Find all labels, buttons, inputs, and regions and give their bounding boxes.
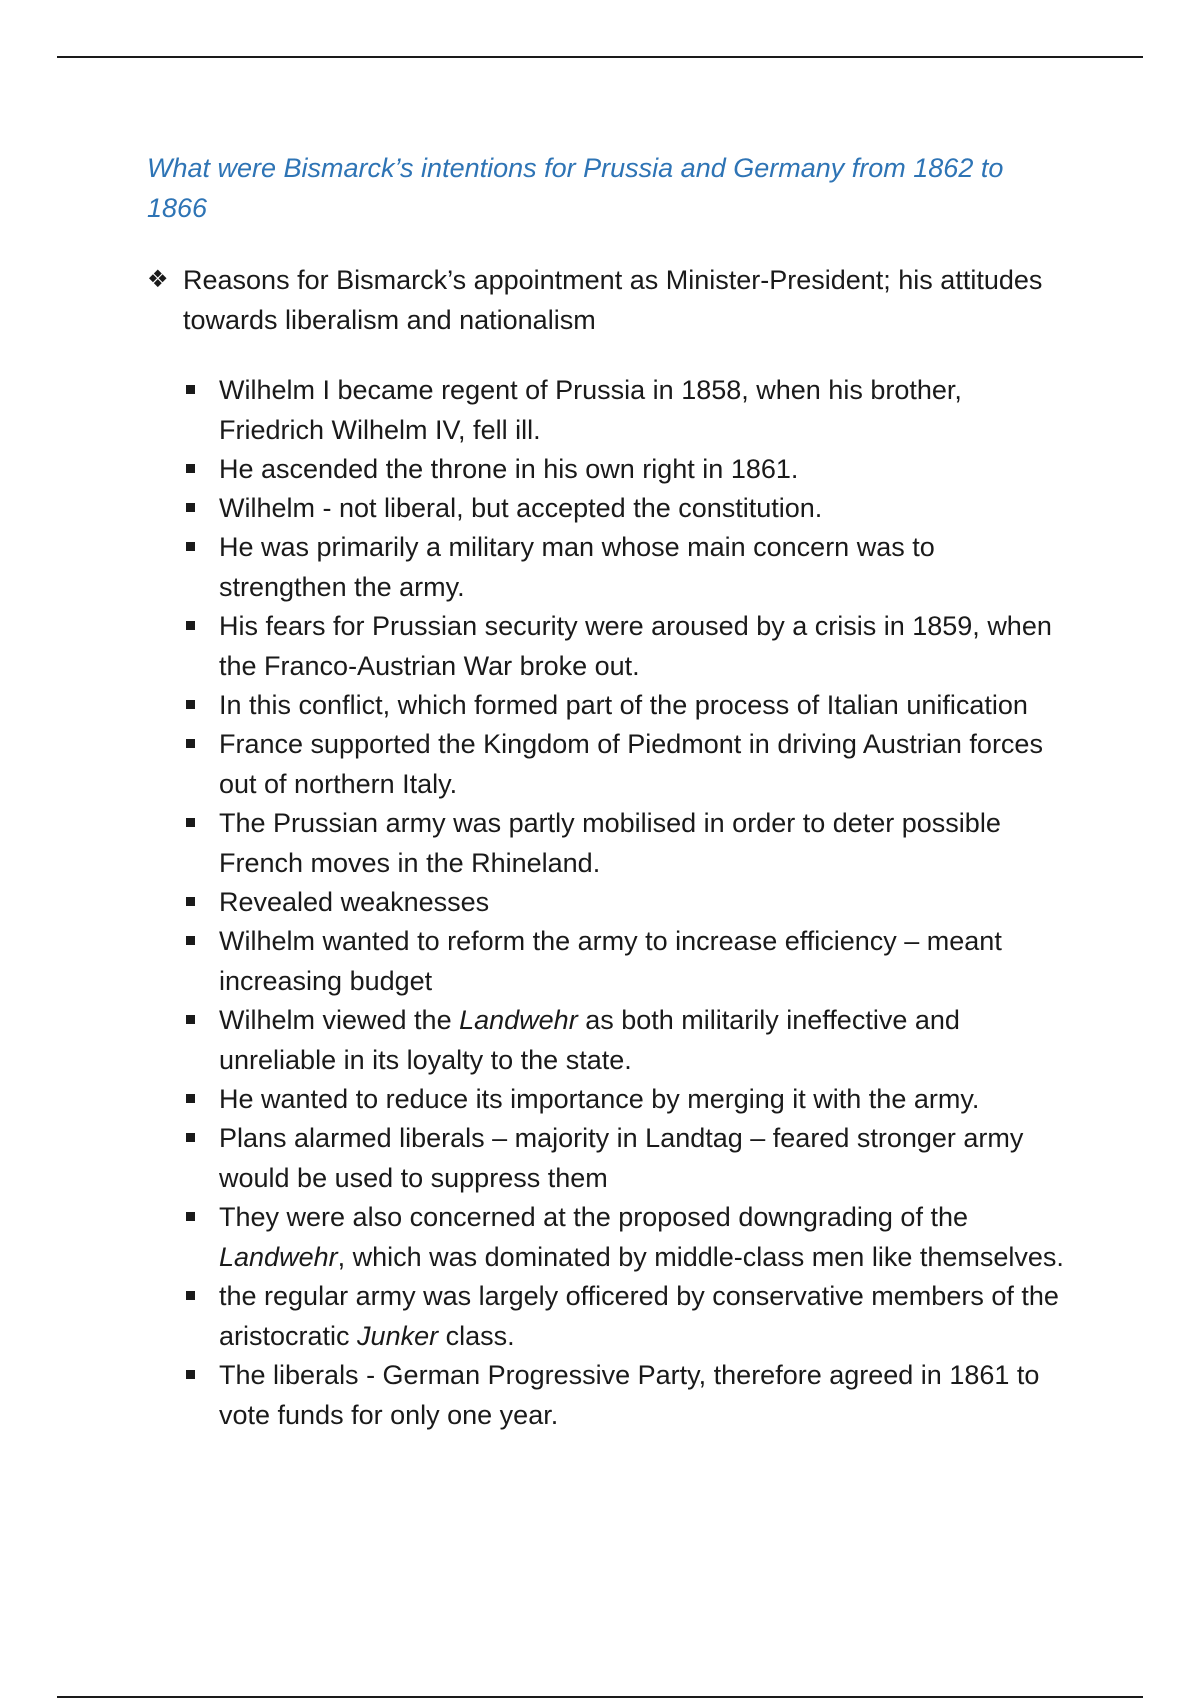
- list-item: [219, 1118, 1067, 1198]
- list-item-text: Plans alarmed liberals – majority in Landtag – feared stronger army would be used to suppress them: [219, 1123, 1024, 1193]
- four-diamond-bullet-icon: ❖: [147, 266, 169, 293]
- square-bullet-icon: [186, 1370, 195, 1379]
- section-heading: [147, 260, 1067, 340]
- list-item-text-start: Wilhelm viewed the: [219, 1005, 460, 1035]
- bullet-list: [147, 370, 1067, 1435]
- square-bullet-icon: [186, 542, 195, 551]
- page-content: [147, 148, 1067, 1434]
- list-item-italic-term: Junker: [357, 1321, 439, 1351]
- list-item: [219, 370, 1067, 450]
- square-bullet-icon: [186, 897, 195, 906]
- list-item-text-end: as both militarily ineffective and unreliable in its loyalty to the state.: [219, 1005, 960, 1075]
- list-item-italic-term: Landwehr: [219, 1242, 338, 1272]
- list-item: [219, 488, 1067, 528]
- list-item: [219, 1079, 1067, 1119]
- square-bullet-icon: [186, 385, 195, 394]
- list-item-text-end: , which was dominated by middle-class men like themselves.: [337, 1242, 1064, 1272]
- list-item-text: Wilhelm I became regent of Prussia in 1858, when his brother, Friedrich Wilhelm IV, fell ill.: [219, 375, 962, 445]
- list-item-text: Wilhelm - not liberal, but accepted the constitution.: [219, 493, 823, 523]
- square-bullet-icon: [186, 818, 195, 827]
- list-item: [219, 527, 1067, 607]
- list-item-text-start: They were also concerned at the proposed downgrading of the: [219, 1202, 968, 1232]
- list-item: [219, 1000, 1067, 1080]
- list-item-text: The liberals - German Progressive Party, therefore agreed in 1861 to vote funds for only one year.: [219, 1360, 1040, 1430]
- square-bullet-icon: [186, 936, 195, 945]
- top-rule: [57, 56, 1143, 58]
- list-item-text-end: class.: [438, 1321, 515, 1351]
- list-item: [219, 685, 1067, 725]
- square-bullet-icon: [186, 700, 195, 709]
- square-bullet-icon: [186, 621, 195, 630]
- list-item-text: His fears for Prussian security were aroused by a crisis in 1859, when the Franco-Austrian War broke out.: [219, 611, 1052, 681]
- list-item-text: Wilhelm wanted to reform the army to increase efficiency – meant increasing budget: [219, 926, 1002, 996]
- list-item-text: He wanted to reduce its importance by merging it with the army.: [219, 1084, 980, 1114]
- list-item-italic-term: Landwehr: [459, 1005, 578, 1035]
- bottom-rule: [57, 1696, 1143, 1698]
- square-bullet-icon: [186, 1212, 195, 1221]
- list-item: [219, 449, 1067, 489]
- list-item: [219, 1276, 1067, 1356]
- list-item-text: He was primarily a military man whose main concern was to strengthen the army.: [219, 532, 935, 602]
- square-bullet-icon: [186, 739, 195, 748]
- square-bullet-icon: [186, 503, 195, 512]
- square-bullet-icon: [186, 1015, 195, 1024]
- page-heading: What were Bismarck’s intentions for Prussia and Germany from 1862 to 1866: [147, 153, 1004, 223]
- list-item-text-start: the regular army was largely officered by conservative members of the aristocratic: [219, 1281, 1059, 1351]
- section-title: Reasons for Bismarck’s appointment as Minister-President; his attitudes towards liberalism and nationalism: [183, 265, 1043, 335]
- square-bullet-icon: [186, 464, 195, 473]
- list-item-text: The Prussian army was partly mobilised in order to deter possible French moves in the Rhineland.: [219, 808, 1001, 878]
- square-bullet-icon: [186, 1133, 195, 1142]
- list-item-text: France supported the Kingdom of Piedmont in driving Austrian forces out of northern Italy.: [219, 729, 1043, 799]
- list-item: [219, 1197, 1067, 1277]
- list-item: [219, 803, 1067, 883]
- list-item-text: In this conflict, which formed part of the process of Italian unification: [219, 690, 1028, 720]
- list-item: [219, 724, 1067, 804]
- square-bullet-icon: [186, 1094, 195, 1103]
- list-item: [219, 921, 1067, 1001]
- square-bullet-icon: [186, 1291, 195, 1300]
- list-item: [219, 882, 1067, 922]
- list-item: [219, 1355, 1067, 1435]
- list-item-text: Revealed weaknesses: [219, 887, 490, 917]
- list-item-text: He ascended the throne in his own right in 1861.: [219, 454, 799, 484]
- list-item: [219, 606, 1067, 686]
